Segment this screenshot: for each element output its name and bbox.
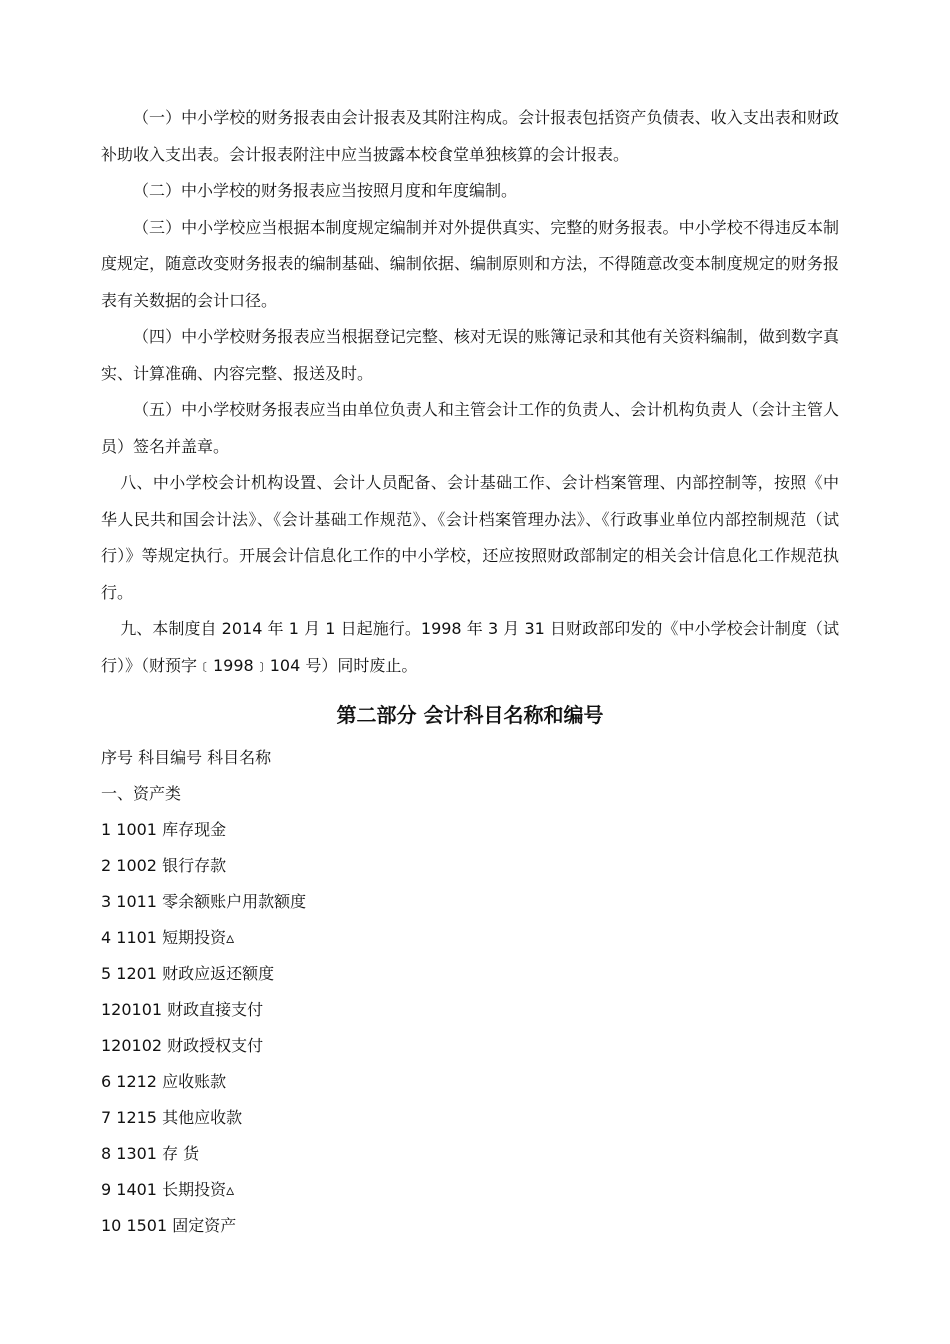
table-header-line: 序号 科目编号 科目名称	[101, 748, 272, 767]
paragraph-3: （三）中小学校应当根据本制度规定编制并对外提供真实、完整的财务报表。中小学校不得违反本制度规定，随意改变财务报表的编制基础、编制依据、编制原则和方法，不得随意改变本制度规定的财务报表有关数据的会计口径。	[101, 217, 839, 310]
section-title: 第二部分 会计科目名称和编号	[336, 703, 604, 727]
list-item: 9 1401 长期投资▵	[101, 1180, 235, 1199]
paragraph-4: （四）中小学校财务报表应当根据登记完整、核对无误的账簿记录和其他有关资料编制，做到数字真实、计算准确、内容完整、报送及时。	[101, 327, 839, 383]
list-item: 1 1001 库存现金	[101, 820, 227, 839]
list-item: 6 1212 应收账款	[101, 1072, 227, 1091]
list-item: 8 1301 存 货	[101, 1144, 200, 1163]
paragraph-6: 八、中小学校会计机构设置、会计人员配备、会计基础工作、会计档案管理、内部控制等，按照《中华人民共和国会计法》、《会计基础工作规范》、《会计档案管理办法》、《行政事业单位内部控制规范（试行）》等规定执行。开展会计信息化工作的中小学校，还应按照财政部制定的相关会计信息化工作规范执行。	[101, 473, 839, 602]
list-item: 10 1501 固定资产	[101, 1216, 237, 1235]
list-item: 7 1215 其他应收款	[101, 1108, 243, 1127]
list-item: 120101 财政直接支付	[101, 1000, 264, 1019]
paragraph-5: （五）中小学校财务报表应当由单位负责人和主管会计工作的负责人、会计机构负责人（会计主管人员）签名并盖章。	[101, 400, 839, 456]
paragraph-7: 九、本制度自 2014 年 1 月 1 日起施行。1998 年 3 月 31 日财政部印发的《中小学校会计制度（试行）》（财预字﹝1998﹞104 号）同时废止。	[101, 619, 839, 675]
list-item: 2 1002 银行存款	[101, 856, 227, 875]
list-item: 4 1101 短期投资▵	[101, 928, 235, 947]
paragraph-2: （二）中小学校的财务报表应当按照月度和年度编制。	[133, 181, 518, 200]
paragraph-1: （一）中小学校的财务报表由会计报表及其附注构成。会计报表包括资产负债表、收入支出表和财政补助收入支出表。会计报表附注中应当披露本校食堂单独核算的会计报表。	[101, 108, 839, 164]
list-item: 5 1201 财政应返还额度	[101, 964, 275, 983]
list-item: 3 1011 零余额账户用款额度	[101, 892, 307, 911]
list-item: 120102 财政授权支付	[101, 1036, 264, 1055]
document-page	[101, 100, 839, 1244]
category-line: 一、资产类	[101, 784, 182, 803]
